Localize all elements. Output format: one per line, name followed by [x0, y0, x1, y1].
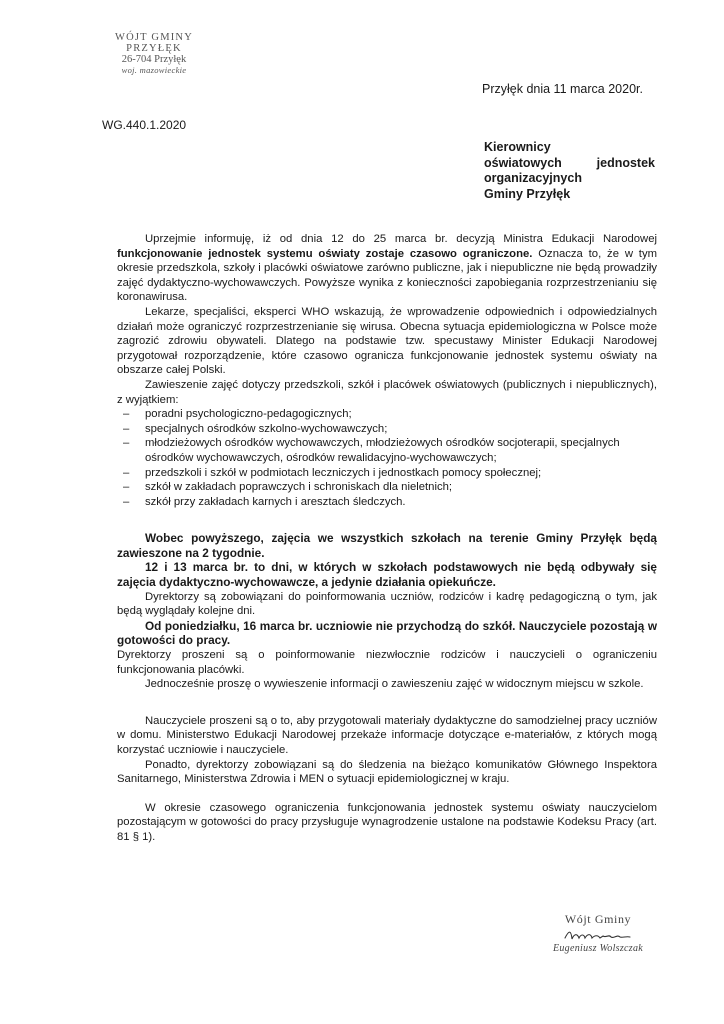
signatory-name: Eugeniusz Wolszczak: [552, 943, 644, 954]
paragraph-suspension-notice: Wobec powyższego, zajęcia we wszystkich szkołach na terenie Gminy Przyłęk będą zawieszone na 2 tygodnie.: [117, 531, 657, 560]
handwritten-signature: [563, 928, 633, 942]
place-and-date: Przyłęk dnia 11 marca 2020r.: [482, 82, 643, 96]
signature-title: Wójt Gminy: [564, 912, 632, 926]
paragraph-parents-notice: Dyrektorzy proszeni są o poinformowanie niezwłocznie rodziców i nauczycieli o ograniczeniu funkcjonowania placówki.: [117, 649, 657, 676]
paragraph-directors-inform: Dyrektorzy są zobowiązani do poinformowania uczniów, rodziców i kadrę pedagogiczną o tym, jak będą wyglądały kolejne dni.: [117, 590, 657, 618]
letter-body: [117, 232, 657, 845]
paragraph-monday-notice: Od poniedziałku, 16 marca br. uczniowie nie przychodzą do szkół. Nauczyciele pozostają w gotowości do pracy.: [117, 618, 657, 648]
exception-item: – młodzieżowych ośrodków wychowawczych, młodzieżowych ośrodków socjoterapii, specjalnych ośrodków wychowawczych, ośrodków rewalidacyjno-wychowawczych;: [117, 436, 657, 465]
stamp-line-3: 26-704 Przyłęk: [121, 54, 187, 65]
exception-item: – poradni psychologiczno-pedagogicznych;: [117, 407, 657, 422]
stamp-line-1: WÓJT GMINY: [114, 32, 193, 43]
recipient-line-2: oświatowych jednostek: [484, 155, 655, 170]
recipient-line-1: Kierownicy: [484, 140, 551, 154]
paragraph-monitoring: Ponadto, dyrektorzy zobowiązani są do śledzenia na bieżąco komunikatów Głównego Inspektora Sanitarnego, Ministerstwa Zdrowia i MEN o sytuacji epidemiologicznej w kraju.: [117, 758, 657, 786]
exception-item: – szkół przy zakładach karnych i aresztach śledczych.: [117, 495, 657, 510]
exceptions-list: [117, 407, 657, 509]
exception-item: – przedszkoli i szkół w podmiotach leczniczych i jednostkach pomocy społecznej;: [117, 466, 657, 481]
paragraph-1-rest: Oznacza to, że w tym okresie przedszkola, szkoły i placówki oświatowe zarówno publiczne, jak i niepubliczne nie będą prowadziły zajęć dydaktyczno-wychowawczych. Powyższe wynika z konieczności zapobiegania rozprzestrzenianiu się koronawirusa.: [117, 247, 658, 304]
paragraph-3: Zawieszenie zajęć dotyczy przedszkoli, szkół i placówek oświatowych (publicznych i niepublicznych), z wyjątkiem:: [117, 378, 657, 406]
paragraph-1-emphasis: funkcjonowanie jednostek systemu oświaty zostaje czasowo ograniczone.: [117, 247, 533, 260]
paragraph-1-intro: Uprzejmie informuję, iż od dnia 12 do 25 marca br. decyzją Ministra Edukacji Narodowej: [145, 233, 657, 245]
exception-item: – specjalnych ośrodków szkolno-wychowawczych;: [117, 422, 657, 437]
paragraph-care-days: 12 i 13 marca br. to dni, w których w szkołach podstawowych nie będą odbywały się zajęcia dydaktyczno-wychowawcze, a jedynie działania opiekuńcze.: [117, 560, 657, 590]
paragraph-posting: Jednocześnie proszę o wywieszenie informacji o zawieszeniu zajęć w widocznym miejscu w szkole.: [145, 678, 644, 691]
office-stamp: [98, 32, 210, 76]
reference-number: WG.440.1.2020: [102, 118, 187, 132]
paragraph-2: Lekarze, specjaliści, eksperci WHO wskazują, że wprowadzenie odpowiednich i odpowiedzialnych działań może ograniczyć rozprzestrzenianie się wirusa. Obecna sytuacja epidemiologiczna w Polsce może zagrozić zdrowiu obywateli. Dlatego na podstawie tzw. specustawy Minister Edukacji Narodowej przygotował rozporządzenie, które czasowo ogranicza funkcjonowanie jednostek systemu oświaty na obszarze całej Polski.: [117, 305, 657, 377]
recipient-line-4: Gminy Przyłęk: [484, 186, 571, 201]
paragraph-remuneration: W okresie czasowego ograniczenia funkcjonowania jednostek systemu oświaty nauczycielom pozostającym w gotowości do pracy przysługuje wynagrodzenie ustalone na podstawie Kodeksu Pracy (art. 81 § 1).: [117, 801, 657, 843]
stamp-line-2: PRZYŁĘK: [126, 43, 182, 54]
stamp-line-4: woj. mazowieckie: [121, 65, 187, 75]
paragraph-1: [117, 232, 657, 305]
exception-item: – szkół w zakładach poprawczych i schroniskach dla nieletnich;: [117, 480, 657, 495]
recipient-block: [484, 140, 655, 202]
signature-block: [528, 912, 668, 954]
paragraph-teachers: Nauczyciele proszeni są o to, aby przygotowali materiały dydaktyczne do samodzielnej pracy uczniów w domu. Ministerstwo Edukacji Narodowej przekaże informacje dotyczące e-materiałów, z których mogą korzystać uczniowie i nauczyciele.: [117, 714, 657, 756]
recipient-line-3: organizacyjnych: [484, 171, 582, 185]
